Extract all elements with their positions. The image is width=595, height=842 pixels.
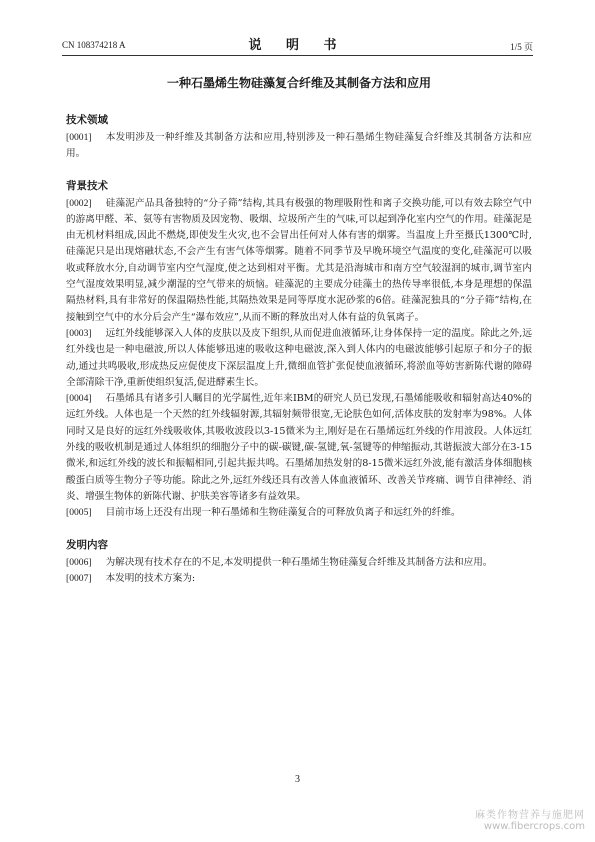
paragraph [66, 326, 532, 391]
paragraph [66, 391, 532, 505]
paragraph [66, 505, 532, 521]
paragraph-text: 目前市场上还没有出现一种石墨烯和生物硅藻复合的可释放负离子和远红外的纤维。 [105, 507, 461, 519]
paragraph-number: [0002] [66, 197, 92, 209]
page-header [62, 34, 533, 54]
paragraph-number: [0001] [66, 132, 92, 143]
paragraph-number: [0003] [66, 327, 92, 339]
header-rule [62, 55, 533, 56]
publication-number: CN 108374218 A [62, 40, 126, 50]
page-indicator: 1/5 页 [510, 42, 533, 52]
watermark-site-name: 麻类作物营养与施肥网 [475, 810, 585, 821]
section-heading-background: 背景技术 [66, 179, 108, 192]
paragraph-number: [0005] [66, 507, 92, 519]
invention-title: 一种石墨烯生物硅藻复合纤维及其制备方法和应用 [166, 76, 431, 90]
paragraph-number: [0006] [66, 556, 92, 568]
paragraph-number: [0004] [66, 393, 92, 405]
paragraph [66, 571, 532, 587]
document-body [66, 74, 532, 587]
watermark-url: www.fibercrops.com [483, 821, 585, 832]
paragraph [66, 196, 532, 326]
paragraph [66, 130, 532, 163]
section-heading-content: 发明内容 [66, 538, 108, 551]
paragraph-text: 硅藻泥产品具备独特的“分子筛”结构,其具有极强的物理吸附性和离子交换功能,可以有效去除空气中的游离甲醛、苯、氨等有害物质及因宠物、吸烟、垃圾所产生的气味,可以起到净化室内空气的作用。硅藻泥是由无机材料组成,因此不燃烧,即使发生火灾,也不会冒出任何对人体有害的烟雾。当温度上升至摄氏1300℃时,硅藻泥只是出现熔融状态,不会产生有害气体等烟雾。随着不同季节及早晚环境空气温度的变化,硅藻泥可以吸收或释放水分,自动调节室内空气湿度,使之达到相对平衡。尤其是沿海城市和南方空气较湿润的城市,调节室内空气湿度效果明显,减少潮湿的空气带来的烦恼。硅藻泥的主要成分硅藻土的热传导率很低,本身是理想的保温隔热材料,具有非常好的保温隔热性能,其隔热效果是同等厚度水泥砂浆的6倍。硅藻泥独具的“分子筛”结构,在接触到空气中的水分后会产生“瀑布效应”,从而不断的释放出对人体有益的负氧离子。 [66, 197, 532, 323]
document-type-title: 说 明 书 [248, 38, 347, 53]
paragraph-text: 本发明涉及一种纤维及其制备方法和应用,特别涉及一种石墨烯生物硅藻复合纤维及其制备方法和应用。 [66, 132, 532, 160]
paragraph-text: 本发明的技术方案为: [105, 572, 196, 584]
paragraph-text: 远红外线能够深入人体的皮肤以及皮下组织,从而促进血液循环,让身体保持一定的温度。除此之外,远红外线也是一种电磁波,所以人体能够迅速的吸收这种电磁波,深入到人体内的电磁波能够引起原子和分子的振动,通过共鸣吸收,形成热反应促使皮下深层温度上升,微细血管扩张促使血液循环,将淤血等妨害新陈代谢的障碍全部清除干净,重新使组织复活,促进酵素生长。 [66, 327, 532, 388]
paragraph-text: 为解决现有技术存在的不足,本发明提供一种石墨烯生物硅藻复合纤维及其制备方法和应用。 [105, 556, 493, 568]
paragraph-number: [0007] [66, 572, 92, 584]
page-number: 3 [295, 774, 300, 785]
section-heading-field: 技术领域 [66, 114, 108, 126]
watermark [475, 806, 585, 832]
paragraph [66, 555, 532, 571]
paragraph-text: 石墨烯具有诸多引人瞩目的光学属性,近年来IBM的研究人员已发现,石墨烯能吸收和辐射高达40%的远红外线。人体也是一个天然的红外线辐射源,其辐射频带很宽,无论肤色如何,活体皮肤的发射率为98%。人体同时又是良好的远红外线吸收体,其吸收波段以3-15微米为主,刚好是在石墨烯远红外线的作用波段。人体远红外线的吸收机制是通过人体组织的细胞分子中的碳-碳键,碳-氢键,氧-氢键等的伸缩振动,其谐振波大部分在3-15微米,和远红外线的波长和振幅相同,引起共振共鸣。石墨烯加热发射的8-15微米远红外波,能有激活身体细胞核酸蛋白质等生物分子等功能。除此之外,远红外线还具有改善人体血液循环、改善关节疼痛、调节自律神经、消炎、增强生物体的新陈代谢、护肤美容等诸多有益效果。 [66, 393, 532, 502]
